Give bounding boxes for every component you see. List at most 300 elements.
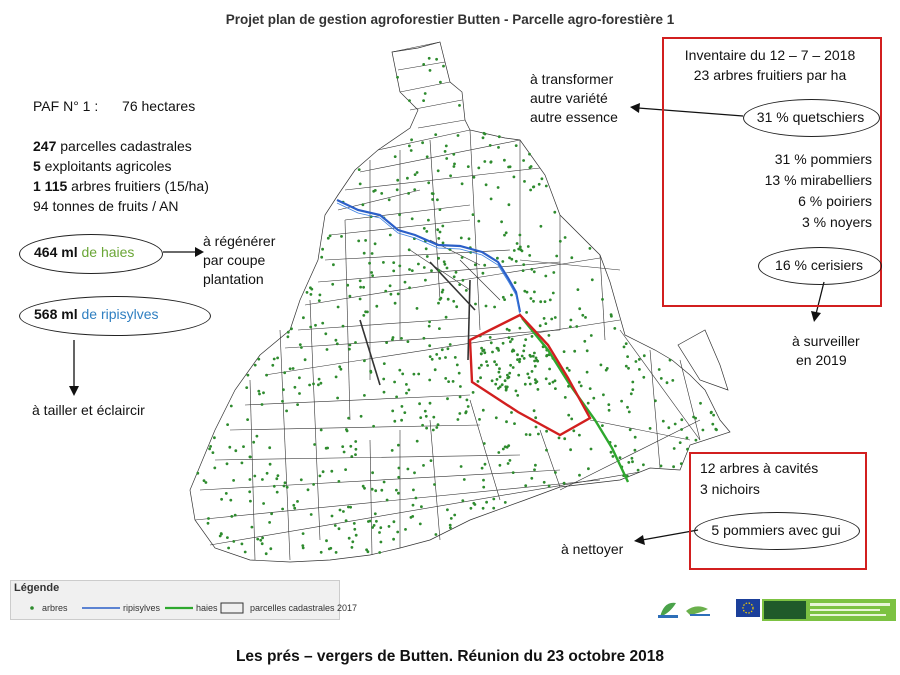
tree-dot (575, 325, 578, 328)
tree-dot (397, 444, 400, 447)
tree-dot (589, 247, 592, 250)
tree-dot (258, 393, 261, 396)
tree-dot (330, 470, 333, 473)
tree-dot (289, 367, 292, 370)
tree-dot (404, 281, 407, 284)
tree-dot (535, 426, 538, 429)
tree-dot (292, 504, 295, 507)
tree-dot (642, 463, 645, 466)
tree-dot (552, 271, 555, 274)
tree-dot (489, 144, 492, 147)
tree-dot (439, 208, 442, 211)
tree-dot (483, 264, 486, 267)
tree-dot (634, 436, 637, 439)
gui-line: 5 pommiers avec gui (711, 522, 841, 538)
tree-dot (425, 415, 428, 418)
tree-dot (437, 237, 440, 240)
tree-dot (470, 507, 473, 510)
tree-dot (491, 351, 494, 354)
tree-dot (499, 375, 502, 378)
tree-dot (491, 379, 494, 382)
tree-dot (327, 237, 330, 240)
tree-dot (600, 364, 603, 367)
tree-dot (391, 410, 394, 413)
tree-dot (543, 317, 546, 320)
tree-dot (480, 352, 483, 355)
tree-dot (344, 468, 347, 471)
tree-dot (631, 388, 634, 391)
tree-dot (526, 373, 529, 376)
arbres-count: 1 115 (33, 178, 68, 194)
tree-dot (290, 327, 293, 330)
tree-dot (503, 234, 506, 237)
tree-dot (336, 342, 339, 345)
tree-dot (287, 335, 290, 338)
tree-dot (465, 289, 468, 292)
tree-dot (477, 167, 480, 170)
tree-dot (369, 520, 372, 523)
tree-dot (437, 257, 440, 260)
tree-dot (530, 477, 533, 480)
tree-dot (506, 386, 509, 389)
haies-action: à régénérer par coupe plantation (203, 233, 276, 287)
tree-dot (660, 377, 663, 380)
tree-dot (669, 359, 672, 362)
tree-dot (610, 451, 613, 454)
tree-dot (623, 346, 626, 349)
tree-dot (391, 449, 394, 452)
tree-dot (472, 391, 475, 394)
tree-dot (242, 445, 245, 448)
tree-dot (422, 99, 425, 102)
tree-dot (563, 350, 566, 353)
tree-dot (421, 141, 424, 144)
tree-dot (196, 472, 199, 475)
tree-dot (672, 465, 675, 468)
tree-dot (277, 474, 280, 477)
tree-dot (284, 481, 287, 484)
tree-dot (446, 267, 449, 270)
tree-dot (393, 420, 396, 423)
tree-dot (230, 405, 233, 408)
tree-dot (544, 300, 547, 303)
tree-dot (626, 355, 629, 358)
tree-dot (378, 531, 381, 534)
mirabelliers-line: 13 % mirabelliers (764, 172, 872, 188)
tree-dot (658, 368, 661, 371)
tree-dot (302, 547, 305, 550)
ripisylves-label (34, 305, 159, 324)
ripisylves-action: à tailler et éclaircir (32, 402, 145, 418)
tree-dot (533, 468, 536, 471)
tree-dot (510, 411, 513, 414)
tree-dot (566, 367, 569, 370)
tree-dot (614, 445, 617, 448)
tree-dot (438, 269, 441, 272)
tree-dot (439, 231, 442, 234)
noyers-line: 3 % noyers (801, 214, 872, 230)
legend-item-parcelles: parcelles cadastrales 2017 (250, 603, 358, 613)
tree-dot (410, 138, 413, 141)
tree-dot (385, 341, 388, 344)
tree-dot (519, 246, 522, 249)
tree-dot (349, 344, 352, 347)
tree-dot (375, 305, 378, 308)
inventaire-title: Inventaire du 12 – 7 – 2018 (684, 47, 856, 63)
tree-dot (400, 419, 403, 422)
tree-dot (362, 314, 365, 317)
tree-dot (514, 281, 517, 284)
tree-dot (649, 427, 652, 430)
tree-dot (638, 358, 641, 361)
tree-dot (474, 503, 477, 506)
tree-dot (444, 263, 447, 266)
tree-dot (431, 198, 434, 201)
tree-dot (319, 475, 322, 478)
tree-dot (262, 502, 265, 505)
tree-dot (413, 471, 416, 474)
tree-dot (452, 153, 455, 156)
tree-dot (257, 358, 260, 361)
tree-dot (406, 177, 409, 180)
tree-dot (265, 552, 268, 555)
tree-dot (219, 535, 222, 538)
tree-dot (383, 362, 386, 365)
tree-dot (532, 300, 535, 303)
tree-dot (306, 291, 309, 294)
tree-dot (666, 381, 669, 384)
tree-dot (578, 434, 581, 437)
tree-dot (449, 174, 452, 177)
tree-dot (627, 461, 630, 464)
tree-dot (480, 347, 483, 350)
tree-dot (563, 437, 566, 440)
tree-dot (312, 483, 315, 486)
tree-dot (378, 551, 381, 554)
tree-dot (630, 392, 633, 395)
tree-dot (226, 536, 229, 539)
tree-dot (458, 283, 461, 286)
tree-dot (364, 239, 367, 242)
quetschiers-line: 31 % quetschiers (756, 109, 865, 125)
tree-dot (459, 396, 462, 399)
tree-dot (363, 252, 366, 255)
tree-dot (564, 236, 567, 239)
tree-dot (548, 334, 551, 337)
tree-dot (485, 305, 488, 308)
tree-dot (572, 429, 575, 432)
tree-dot (220, 498, 223, 501)
tree-dot (449, 526, 452, 529)
tree-dot (710, 411, 713, 414)
ripisylves-length: 568 ml (34, 306, 78, 322)
tree-dot (586, 371, 589, 374)
tree-dot (554, 316, 557, 319)
tree-dot (395, 489, 398, 492)
tree-dot (368, 262, 371, 265)
tree-dot (512, 366, 515, 369)
tree-dot (351, 546, 354, 549)
tree-dot (455, 271, 458, 274)
tree-dot (504, 379, 507, 382)
tree-dot (437, 169, 440, 172)
tree-dot (530, 297, 533, 300)
bird-logo-icon (686, 606, 710, 615)
tree-dot (428, 320, 431, 323)
tree-dot (583, 340, 586, 343)
tree-dot (545, 377, 548, 380)
tree-dot (296, 403, 299, 406)
tree-dot (577, 288, 580, 291)
tree-dot (324, 332, 327, 335)
tree-dot (348, 348, 351, 351)
tree-dot (518, 360, 521, 363)
cerisiers-line: 16 % cerisiers (775, 257, 863, 273)
tree-dot (207, 517, 210, 520)
tree-dot (429, 402, 432, 405)
tree-dot (416, 440, 419, 443)
tree-dot (392, 261, 395, 264)
tree-dot (212, 451, 215, 454)
tree-dot (587, 402, 590, 405)
tree-dot (499, 464, 502, 467)
tree-dot (477, 220, 480, 223)
tree-dot (620, 400, 623, 403)
nettoyer-text: à nettoyer (561, 541, 624, 557)
tree-dot (532, 355, 535, 358)
tree-dot (261, 542, 264, 545)
tree-dot (531, 335, 534, 338)
tree-dot (512, 349, 515, 352)
tree-dot (423, 337, 426, 340)
tree-dot (220, 532, 223, 535)
tree-dot (445, 145, 448, 148)
tree-dot (519, 248, 522, 251)
tree-dot (314, 324, 317, 327)
tree-dot (405, 392, 408, 395)
tree-dot (348, 537, 351, 540)
tree-dot (336, 397, 339, 400)
tree-dot (619, 456, 622, 459)
tree-dot (363, 359, 366, 362)
tree-dot (380, 489, 383, 492)
tree-dot (389, 234, 392, 237)
tree-dot (320, 551, 323, 554)
tree-dot (298, 392, 301, 395)
tree-dot (528, 254, 531, 257)
tree-dot (248, 490, 251, 493)
tree-dot (643, 354, 646, 357)
tree-dot (496, 257, 499, 260)
tree-dot (424, 92, 427, 95)
tree-dot (318, 378, 321, 381)
tree-dot (570, 256, 573, 259)
tree-dot (353, 528, 356, 531)
tree-dot (362, 203, 365, 206)
tree-dot (310, 513, 313, 516)
tree-dot (578, 307, 581, 310)
tree-dot (570, 319, 573, 322)
tree-dot (457, 134, 460, 137)
tree-dot (337, 306, 340, 309)
tree-dot (601, 298, 604, 301)
tree-dot (429, 69, 432, 72)
ripisylves-text: de ripisylves (77, 306, 159, 322)
tree-dot (370, 271, 373, 274)
tree-dot (590, 448, 593, 451)
tree-dot (408, 389, 411, 392)
tree-dot (346, 284, 349, 287)
tree-dot (397, 476, 400, 479)
tree-dot (415, 497, 418, 500)
surveiller-text: à surveiller en 2019 (792, 333, 860, 368)
tree-dot (441, 291, 444, 294)
tree-dot (362, 485, 365, 488)
tree-dot (382, 378, 385, 381)
tree-dot (435, 353, 438, 356)
tree-dot (528, 153, 531, 156)
tree-dot (538, 183, 541, 186)
tree-dot (365, 548, 368, 551)
tree-dot (515, 144, 518, 147)
tree-dot (524, 338, 527, 341)
tree-dot (396, 76, 399, 79)
tree-dot (519, 327, 522, 330)
tree-dot (466, 399, 469, 402)
tree-dot (503, 159, 506, 162)
tree-dot (442, 65, 445, 68)
tree-dot (523, 180, 526, 183)
tree-dot (534, 464, 537, 467)
tree-dot (281, 400, 284, 403)
tree-dot (234, 449, 237, 452)
tree-dot (261, 403, 264, 406)
tree-dot (441, 225, 444, 228)
tree-dot (459, 385, 462, 388)
tree-dot (425, 230, 428, 233)
eu-flag-icon (736, 599, 760, 617)
tree-dot (273, 485, 276, 488)
tree-dot (439, 81, 442, 84)
tree-dot (591, 278, 594, 281)
tree-dot (523, 344, 526, 347)
tree-dot (472, 213, 475, 216)
tree-dot (407, 192, 410, 195)
tree-dot (429, 355, 432, 358)
tree-dot (553, 211, 556, 214)
tree-dot (300, 346, 303, 349)
tree-dot (374, 489, 377, 492)
tree-dot (568, 369, 571, 372)
tree-dot (567, 414, 570, 417)
tree-dot (522, 159, 525, 162)
tree-dot (437, 423, 440, 426)
tree-dot (450, 517, 453, 520)
tree-dot (273, 358, 276, 361)
tree-dot (334, 524, 337, 527)
tree-dot (287, 331, 290, 334)
tree-dot (208, 448, 211, 451)
tree-dot (495, 416, 498, 419)
tree-dot (502, 296, 505, 299)
tree-dot (613, 327, 616, 330)
tree-dot (261, 537, 264, 540)
tree-dot (371, 274, 374, 277)
tree-dot (408, 145, 411, 148)
tree-dot (549, 299, 552, 302)
tree-dot (393, 381, 396, 384)
tree-dot (545, 185, 548, 188)
tree-dot (411, 217, 414, 220)
tree-dot (505, 420, 508, 423)
tree-dot (410, 516, 413, 519)
tree-dot (540, 225, 543, 228)
tree-dot (590, 334, 593, 337)
tree-dot (430, 269, 433, 272)
tree-dot (627, 367, 630, 370)
tree-dot (417, 373, 420, 376)
tree-dot (359, 183, 362, 186)
tree-dot (539, 324, 542, 327)
tree-dot (674, 423, 677, 426)
tree-dot (269, 463, 272, 466)
tree-dot (455, 305, 458, 308)
cavites-line: 12 arbres à cavités (700, 460, 819, 476)
tree-dot (447, 380, 450, 383)
tree-dot (392, 270, 395, 273)
tree-dot (711, 423, 714, 426)
tree-dot (335, 339, 338, 342)
tree-dot (257, 390, 260, 393)
tree-dot (483, 351, 486, 354)
tree-dot (504, 445, 507, 448)
tree-dot (545, 449, 548, 452)
tree-dot (467, 405, 470, 408)
tree-dot (509, 459, 512, 462)
tree-dot (548, 368, 551, 371)
tree-dot (563, 482, 566, 485)
exploitants-count: 5 (33, 158, 41, 174)
tree-dot (436, 228, 439, 231)
parcelles-count: 247 (33, 138, 57, 154)
tree-dot (478, 367, 481, 370)
tree-dot (608, 409, 611, 412)
tree-dot (500, 220, 503, 223)
tree-dot (533, 352, 536, 355)
tree-dot (227, 547, 230, 550)
tree-dot (453, 275, 456, 278)
tree-dot (521, 355, 524, 358)
tree-dot (351, 540, 354, 543)
tree-dot (234, 514, 237, 517)
tree-dot (426, 255, 429, 258)
tree-dot (679, 441, 682, 444)
tree-dot (313, 443, 316, 446)
tree-dot (226, 462, 229, 465)
tree-dot (302, 316, 305, 319)
tree-dot (498, 367, 501, 370)
tree-dot (498, 371, 501, 374)
tree-dot (504, 501, 507, 504)
tree-dot (534, 416, 537, 419)
tree-dot (570, 418, 573, 421)
tree-dot (529, 354, 532, 357)
tree-dot (341, 445, 344, 448)
tree-dot (580, 385, 583, 388)
tree-dot (478, 418, 481, 421)
tree-dot (581, 314, 584, 317)
tree-dot (254, 364, 257, 367)
